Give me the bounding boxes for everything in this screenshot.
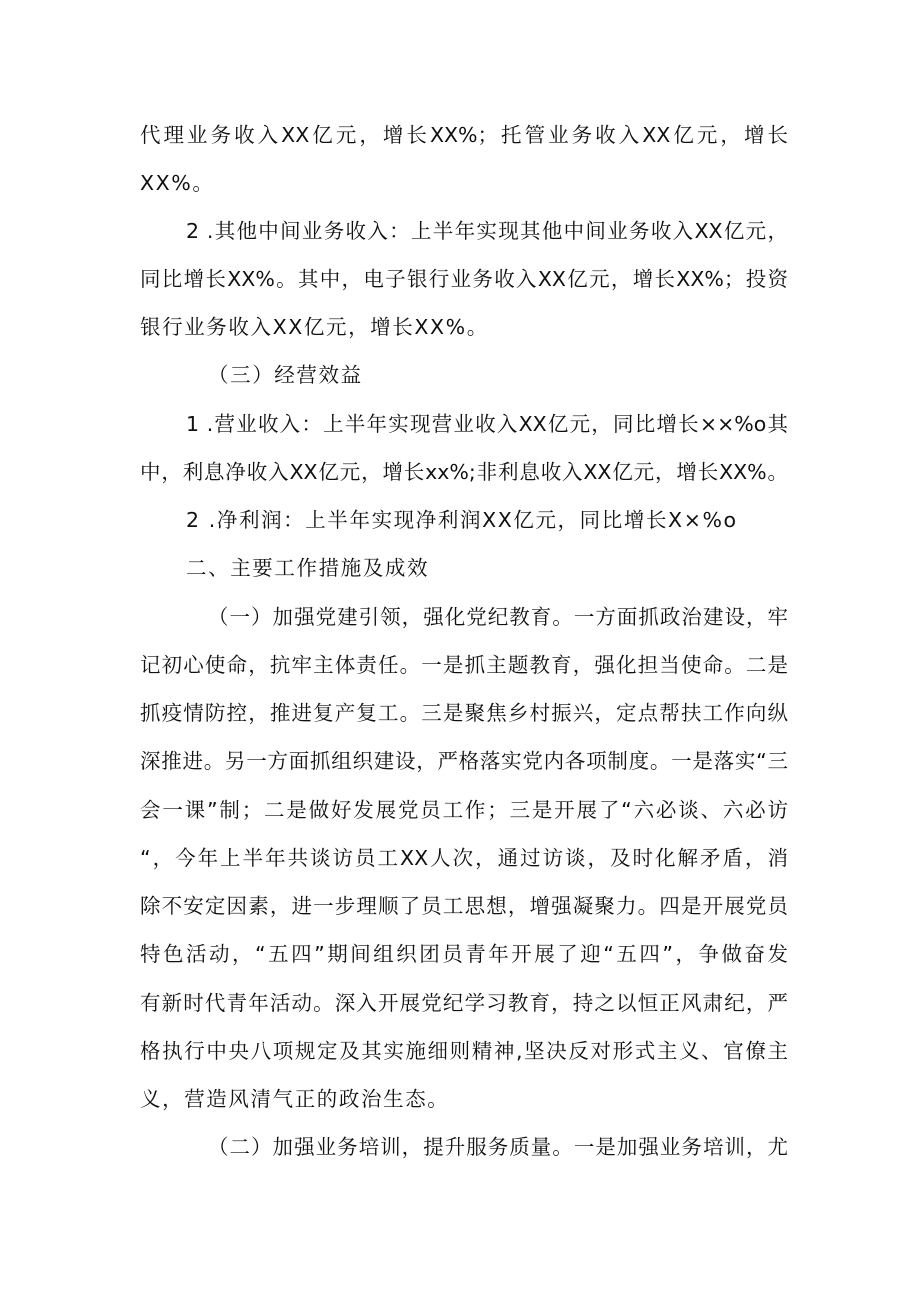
paragraph-line: “，今年上半年共谈访员工XX人次，通过访谈，及时化解矛盾，消 bbox=[140, 846, 788, 870]
paragraph-line: 2 .净利润：上半年实现净利润XX亿元，同比增长X×%o bbox=[186, 508, 738, 532]
paragraph-line: 义，营造风清气正的政治生态。 bbox=[140, 1087, 450, 1111]
paragraph-line: 银行业务收入XX亿元，增长XX%。 bbox=[140, 315, 489, 339]
paragraph-line: XX%。 bbox=[140, 171, 215, 195]
paragraph-line: 格执行中央八项规定及其实施细则精神,坚决反对形式主义、官僚主 bbox=[140, 1039, 788, 1063]
paragraph-line: 2 .其他中间业务收入：上半年实现其他中间业务收入XX亿元， bbox=[186, 219, 788, 243]
paragraph-line: 记初心使命，抗牢主体责任。一是抓主题教育，强化担当使命。二是 bbox=[140, 653, 788, 677]
paragraph-line: （一）加强党建引领，强化党纪教育。一方面抓政治建设，牢 bbox=[208, 605, 788, 629]
paragraph-line: 有新时代青年活动。深入开展党纪学习教育，持之以恒正风肃纪，严 bbox=[140, 991, 788, 1015]
paragraph-line: 深推进。另一方面抓组织建设，严格落实党内各项制度。一是落实“三 bbox=[140, 749, 788, 773]
paragraph-line: 特色活动，“五四”期间组织团员青年开展了迎“五四”，争做奋发 bbox=[140, 942, 788, 966]
paragraph-line: 同比增长XX%。其中，电子银行业务收入XX亿元，增长XX%；投资 bbox=[140, 267, 788, 291]
paragraph-line: 抓疫情防控，推进复产复工。三是聚焦乡村振兴，定点帮扶工作向纵 bbox=[140, 701, 788, 725]
paragraph-line: 1 .营业收入：上半年实现营业收入XX亿元，同比增长××%o其 bbox=[186, 412, 788, 436]
paragraph-line: 除不安定因素，进一步理顺了员工思想，增强凝聚力。四是开展党员 bbox=[140, 894, 788, 918]
paragraph-line: 中，利息净收入XX亿元，增长xx%;非利息收入XX亿元，增长XX%。 bbox=[140, 460, 788, 484]
paragraph-line: （二）加强业务培训，提升服务质量。一是加强业务培训，尤 bbox=[208, 1135, 788, 1159]
section-heading: 二、主要工作措施及成效 bbox=[186, 556, 430, 580]
paragraph-line: 代理业务收入XX亿元，增长XX%；托管业务收入XX亿元，增长 bbox=[140, 123, 788, 147]
paragraph-line: 会一课”制；二是做好发展党员工作；三是开展了“六必谈、六必访 bbox=[140, 798, 788, 822]
section-heading: （三）经营效益 bbox=[208, 363, 363, 387]
